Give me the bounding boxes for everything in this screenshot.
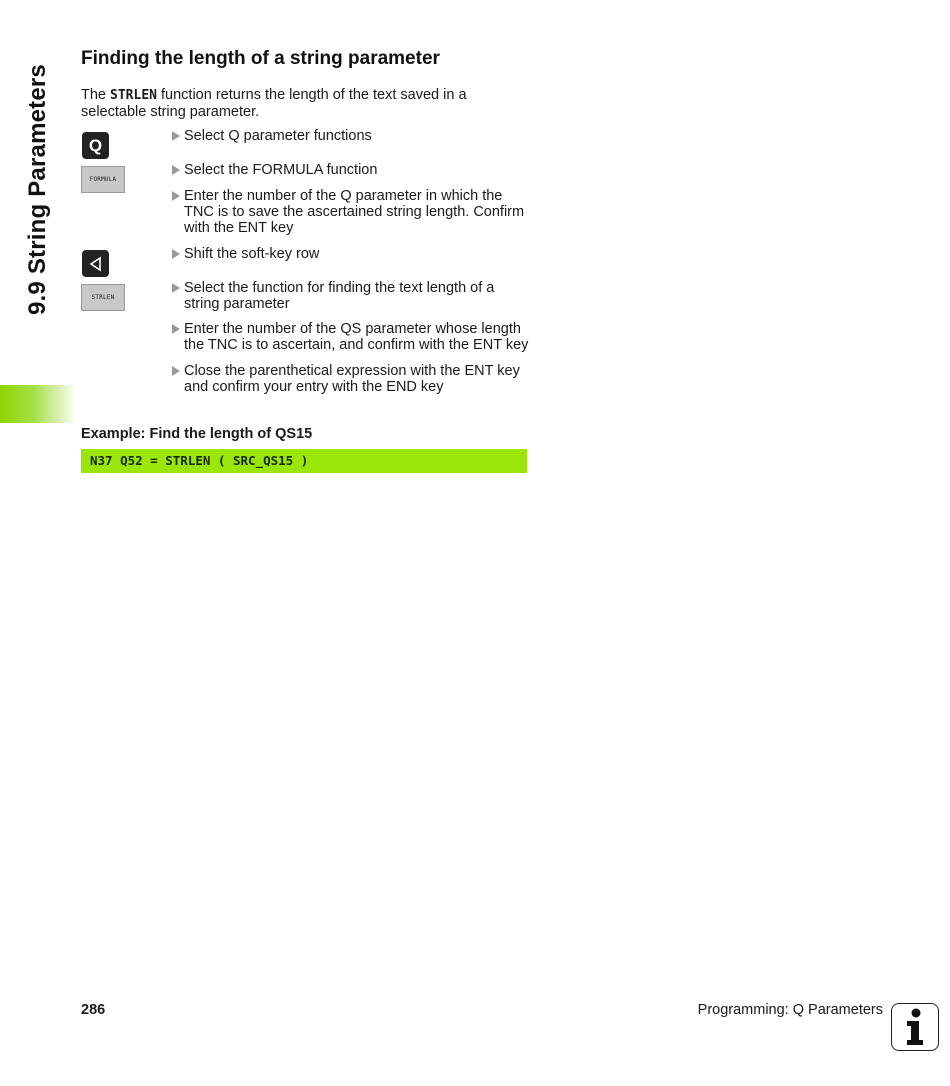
intro-text-before: The xyxy=(81,87,111,103)
step-text: Close the parenthetical expression with the ENT key and confirm your entry with the END key xyxy=(184,363,520,395)
step-item xyxy=(172,321,532,353)
step-text: Select Q parameter functions xyxy=(184,128,372,144)
strlen-softkey: STRLEN xyxy=(81,284,125,311)
section-title-vertical: 9.9 String Parameters xyxy=(24,64,51,315)
step-item xyxy=(172,128,532,144)
example-title: Example: Find the length of QS15 xyxy=(81,426,313,442)
triangle-right-icon xyxy=(172,249,180,259)
triangle-right-icon xyxy=(172,366,180,376)
triangle-right-icon xyxy=(172,165,180,175)
page-heading: Finding the length of a string parameter xyxy=(81,48,440,69)
intro-paragraph xyxy=(81,87,531,120)
triangle-left-icon xyxy=(88,256,104,272)
page-number: 286 xyxy=(81,1002,106,1018)
formula-softkey: FORMULA xyxy=(81,166,125,193)
step-item xyxy=(172,188,532,236)
step-text: Enter the number of the Q parameter in which the TNC is to save the ascertained string length. Confirm with the ENT key xyxy=(184,188,525,236)
triangle-right-icon xyxy=(172,191,180,201)
step-item xyxy=(172,363,532,395)
arrow-left-key xyxy=(82,250,109,277)
step-text: Select the function for finding the text length of a string parameter xyxy=(184,280,495,312)
info-glyph-icon xyxy=(892,1004,937,1049)
chapter-title: Programming: Q Parameters xyxy=(697,1002,883,1018)
step-text: Enter the number of the QS parameter whose length the TNC is to ascertain, and confirm with the ENT key xyxy=(184,321,529,353)
triangle-right-icon xyxy=(172,131,180,141)
triangle-right-icon xyxy=(172,283,180,293)
intro-keyword: STRLEN xyxy=(110,88,157,103)
step-item xyxy=(172,162,532,178)
step-item xyxy=(172,246,532,262)
info-icon xyxy=(891,1003,939,1051)
code-example: N37 Q52 = STRLEN ( SRC_QS15 ) xyxy=(81,449,527,473)
section-tab-marker xyxy=(0,385,76,423)
intro-text-after: function returns the length of the text saved in a selectable string parameter. xyxy=(81,87,467,120)
step-text: Select the FORMULA function xyxy=(184,162,378,178)
step-item xyxy=(172,280,532,312)
triangle-right-icon xyxy=(172,324,180,334)
q-key: Q xyxy=(82,132,109,159)
step-text: Shift the soft-key row xyxy=(184,246,320,262)
